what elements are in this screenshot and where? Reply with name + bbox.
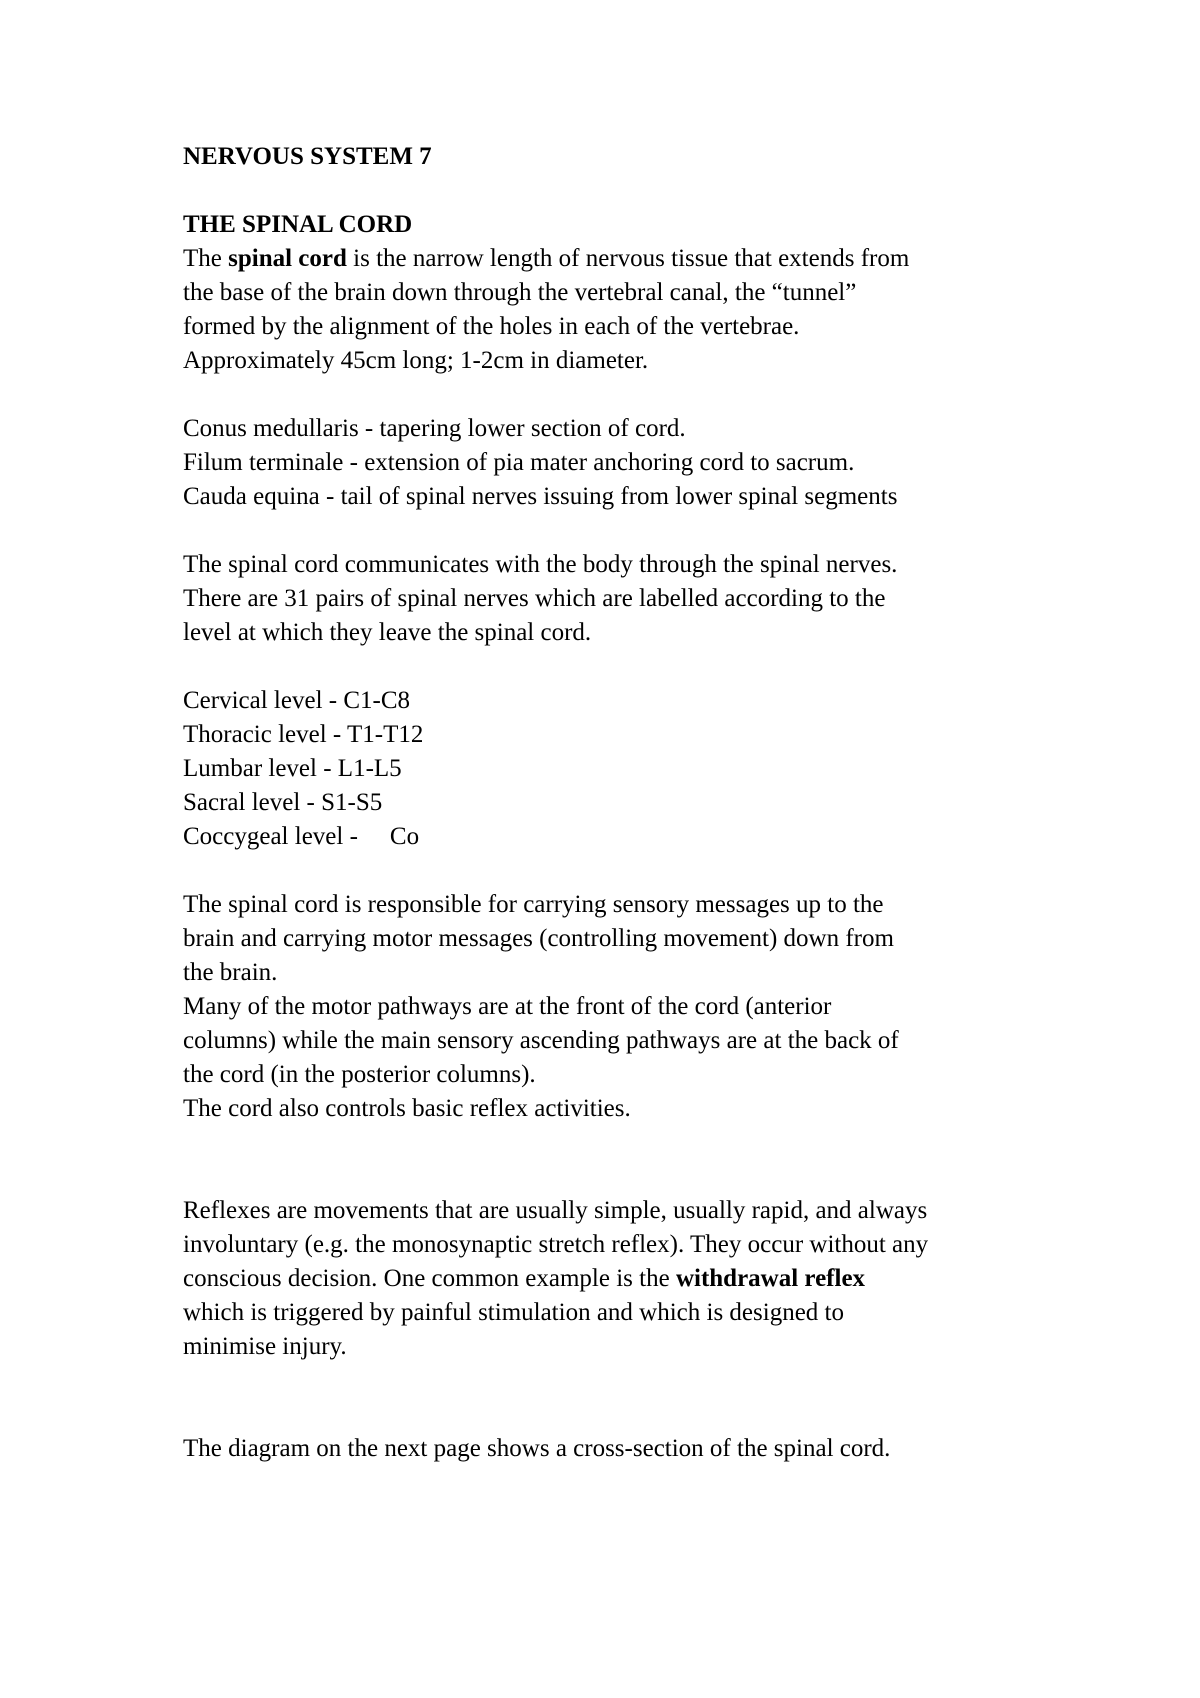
level-line: Thoracic level - T1-T12 [183, 721, 424, 748]
intro-line-2: the base of the brain down through the vertebral canal, the “tunnel” [183, 279, 857, 306]
nerves-line: There are 31 pairs of spinal nerves which are labelled according to the [183, 585, 886, 612]
function-line: columns) while the main sensory ascending pathways are at the back of [183, 1027, 899, 1054]
function-line: the cord (in the posterior columns). [183, 1061, 536, 1088]
coccygeal-value: Co [389, 823, 420, 850]
intro-line-1-pre: The [183, 245, 229, 272]
term-line: Cauda equina - tail of spinal nerves issuing from lower spinal segments [183, 483, 898, 510]
reflex-line: which is triggered by painful stimulation and which is designed to [183, 1299, 844, 1326]
withdrawal-reflex-term: withdrawal reflex [675, 1265, 866, 1292]
spacer [183, 1364, 1063, 1432]
intro-line-4: Approximately 45cm long; 1-2cm in diameter. [183, 347, 649, 374]
nerves-line: level at which they leave the spinal cord. [183, 619, 592, 646]
spinal-cord-term: spinal cord [228, 245, 347, 272]
spacer [183, 174, 1063, 208]
level-line: Lumbar level - L1-L5 [183, 755, 402, 782]
reflex-line: Reflexes are movements that are usually simple, usually rapid, and always [183, 1197, 928, 1224]
nerves-line: The spinal cord communicates with the body through the spinal nerves. [183, 551, 898, 578]
reflex-line: minimise injury. [183, 1333, 347, 1360]
function-line: the brain. [183, 959, 278, 986]
level-line: Sacral level - S1-S5 [183, 789, 383, 816]
spacer [183, 514, 1063, 548]
section-heading: THE SPINAL CORD [183, 211, 413, 238]
function-line: brain and carrying motor messages (controlling movement) down from [183, 925, 894, 952]
level-line: Cervical level - C1-C8 [183, 687, 411, 714]
term-line: Filum terminale - extension of pia mater anchoring cord to sacrum. [183, 449, 855, 476]
coccygeal-line [183, 820, 1063, 854]
reflex-line-3-pre: conscious decision. One common example is the [183, 1265, 676, 1292]
spacer [183, 854, 1063, 888]
reflex-line [183, 1262, 1063, 1296]
spacer [183, 378, 1063, 412]
intro-line-1 [183, 242, 1063, 276]
spacer [183, 650, 1063, 684]
intro-line-1-post: is the narrow length of nervous tissue that extends from [346, 245, 910, 272]
function-line: Many of the motor pathways are at the front of the cord (anterior [183, 993, 832, 1020]
intro-line-3: formed by the alignment of the holes in each of the vertebrae. [183, 313, 800, 340]
spacer [183, 1126, 1063, 1194]
document-body [183, 140, 1063, 1466]
function-line: The spinal cord is responsible for carrying sensory messages up to the [183, 891, 884, 918]
closing-line: The diagram on the next page shows a cross-section of the spinal cord. [183, 1435, 891, 1462]
term-line: Conus medullaris - tapering lower section of cord. [183, 415, 686, 442]
document-title: NERVOUS SYSTEM 7 [183, 143, 432, 170]
coccygeal-label: Coccygeal level - [183, 823, 358, 850]
reflex-line: involuntary (e.g. the monosynaptic stretch reflex). They occur without any [183, 1231, 929, 1258]
function-line: The cord also controls basic reflex activities. [183, 1095, 631, 1122]
